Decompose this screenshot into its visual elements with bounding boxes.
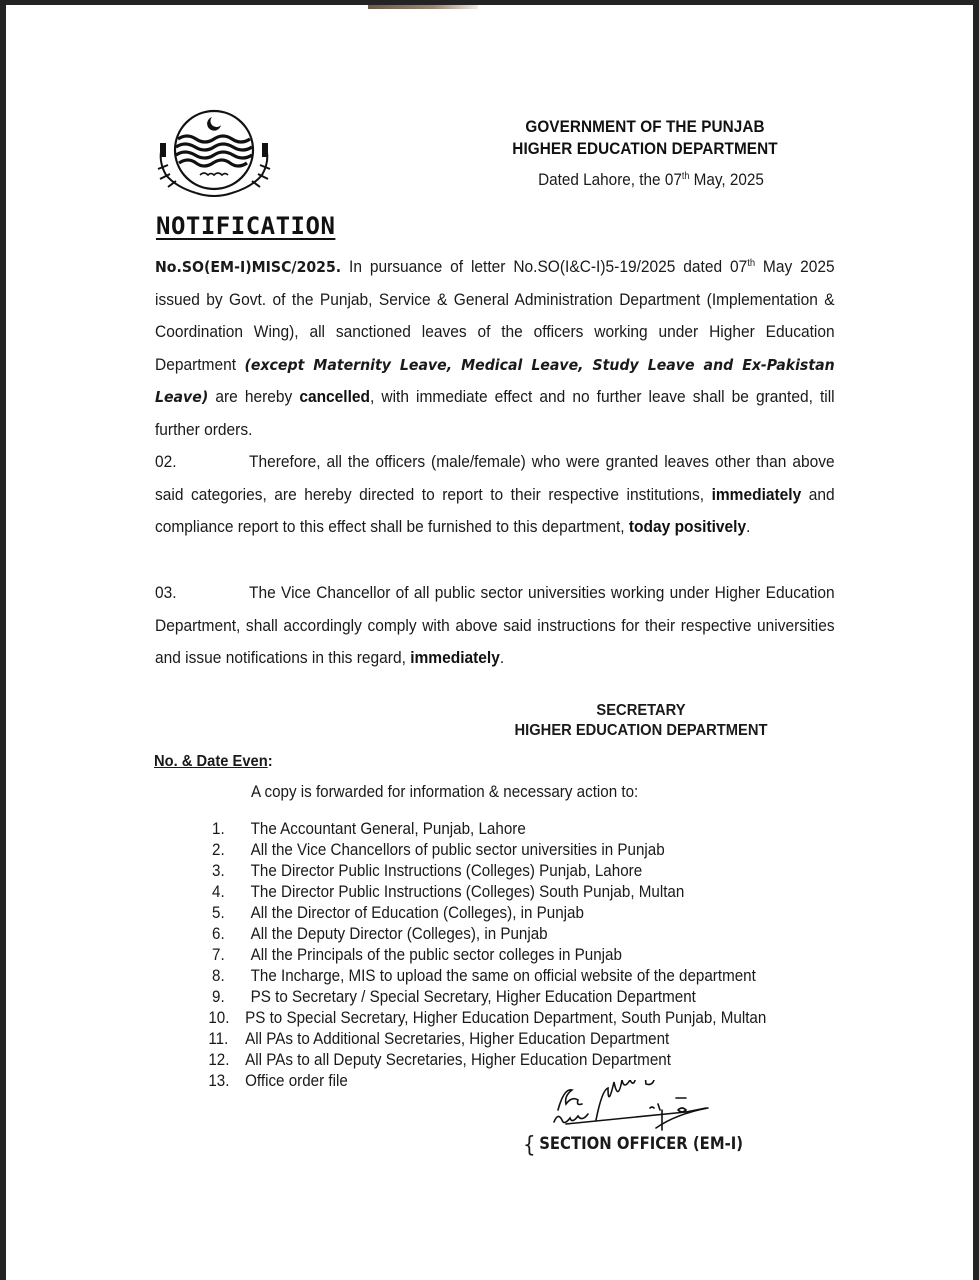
recipient-item (212, 840, 766, 861)
recipient-number: 3. (212, 862, 225, 880)
recipient-number: 7. (212, 946, 225, 964)
recipient-item (208, 1029, 766, 1050)
p2-bold-b: today positively (628, 518, 747, 536)
recipient-number: 4. (212, 883, 225, 901)
recipient-number: 13. (208, 1072, 230, 1090)
recipient-text: PS to Special Secretary, Higher Education Department, South Punjab, Multan (245, 1009, 767, 1027)
p3-text-a: The Vice Chancellor of all public sector universities working under Higher Education Department, shall accordingly comply with above said instructions for their respective universities and issue notifications in this regard, (155, 584, 835, 667)
recipient-item (212, 819, 766, 840)
recipient-text: The Accountant General, Punjab, Lahore (250, 820, 526, 838)
no-date-even (154, 753, 273, 771)
recipient-number: 11. (208, 1030, 229, 1048)
brace-mark: { (523, 1133, 536, 1158)
header-department: HIGHER EDUCATION DEPARTMENT (512, 139, 778, 158)
paragraph-3-number: 03. (155, 584, 177, 602)
p1-cancelled: cancelled (299, 388, 371, 406)
punjab-emblem-icon (152, 103, 276, 203)
recipient-text: All PAs to all Deputy Secretaries, Higher Education Department (245, 1051, 671, 1069)
recipient-item (212, 966, 766, 987)
recipient-item (208, 1008, 767, 1029)
notification-title: NOTIFICATION (156, 212, 336, 240)
p2-bold-a: immediately (711, 485, 802, 504)
recipient-text: PS to Secretary / Special Secretary, Higher Education Department (250, 988, 696, 1006)
scan-artifact (368, 5, 478, 9)
signatory-title: SECRETARY (596, 702, 686, 719)
paragraph-2 (155, 446, 835, 544)
paragraph-3 (155, 577, 835, 675)
recipient-item (212, 987, 766, 1008)
recipient-number: 8. (212, 967, 225, 985)
recipient-item (212, 882, 766, 903)
recipient-number: 12. (208, 1051, 230, 1069)
p3-bold-a: immediately (410, 649, 500, 667)
dated-line (521, 170, 782, 190)
p1-text-d: , with immediate effect and no further leave shall be granted, till further orders. (155, 388, 835, 439)
p1-text-a: In pursuance of letter No.SO(I&C-I)5-19/2025 dated 07 (341, 258, 748, 276)
copy-forward-intro: A copy is forwarded for information & necessary action to: (251, 783, 639, 801)
section-officer (523, 1130, 744, 1158)
recipient-item (212, 924, 766, 945)
recipient-number: 2. (212, 841, 225, 859)
recipient-text: The Director Public Instructions (Colleges) South Punjab, Multan (250, 883, 685, 901)
document-page (6, 5, 973, 1280)
handwritten-signature-icon (546, 1080, 756, 1135)
p1-sup: th (747, 258, 756, 269)
header-government: GOVERNMENT OF THE PUNJAB (525, 117, 765, 136)
p3-text-b: . (499, 649, 505, 667)
dated-sup: th (681, 171, 690, 182)
recipient-item (212, 861, 766, 882)
dated-prefix: Dated Lahore, the 07 (538, 170, 682, 189)
recipient-number: 10. (208, 1009, 230, 1027)
recipient-text: All the Director of Education (Colleges), in Punjab (250, 904, 584, 922)
reference-number: No.SO(EM-I)MISC/2025. (155, 258, 342, 276)
recipient-item (212, 903, 766, 924)
recipient-number: 9. (212, 988, 225, 1006)
recipient-text: The Director Public Instructions (Colleges) Punjab, Lahore (250, 862, 643, 880)
recipient-number: 6. (212, 925, 225, 943)
paragraph-2-number: 02. (155, 453, 177, 471)
no-date-even-label: No. & Date Even (154, 753, 268, 770)
dated-suffix: May, 2025 (689, 170, 764, 189)
recipient-text: Office order file (245, 1072, 348, 1090)
signatory-department: HIGHER EDUCATION DEPARTMENT (514, 722, 768, 739)
recipient-number: 5. (212, 904, 225, 922)
section-officer-title: SECTION OFFICER (EM-I) (539, 1134, 744, 1153)
paragraph-1 (155, 251, 835, 446)
p2-text-a: Therefore, all the officers (male/female) who were granted leaves other than above said categories, are hereby directed to report to their respective institutions, (155, 453, 835, 504)
no-date-even-colon: : (267, 753, 273, 770)
recipient-text: All the Deputy Director (Colleges), in Punjab (250, 925, 548, 943)
recipient-item (212, 945, 766, 966)
p1-text-b: May 2025 issued by Govt. of the Punjab, Service & General Administration Department (Implementation & Coordination Wing), all sanctioned leaves of the officers working under Higher Education Department (155, 258, 835, 374)
p1-exceptions: (except Maternity Leave, Medical Leave, Study Leave and Ex-Pakistan Leave) (155, 355, 835, 406)
p1-text-c: are hereby (208, 388, 300, 406)
recipient-text: All the Principals of the public sector colleges in Punjab (250, 946, 622, 964)
recipient-text: All PAs to Additional Secretaries, Higher Education Department (245, 1030, 670, 1048)
recipient-item (208, 1050, 766, 1071)
recipient-list (208, 819, 767, 1092)
recipient-number: 1. (212, 820, 225, 838)
recipient-text: All the Vice Chancellors of public sector universities in Punjab (250, 841, 665, 859)
p2-text-c: . (746, 518, 751, 536)
recipient-text: The Incharge, MIS to upload the same on official website of the department (250, 967, 756, 985)
p2-text-b: and compliance report to this effect shall be furnished to this department, (155, 485, 835, 536)
